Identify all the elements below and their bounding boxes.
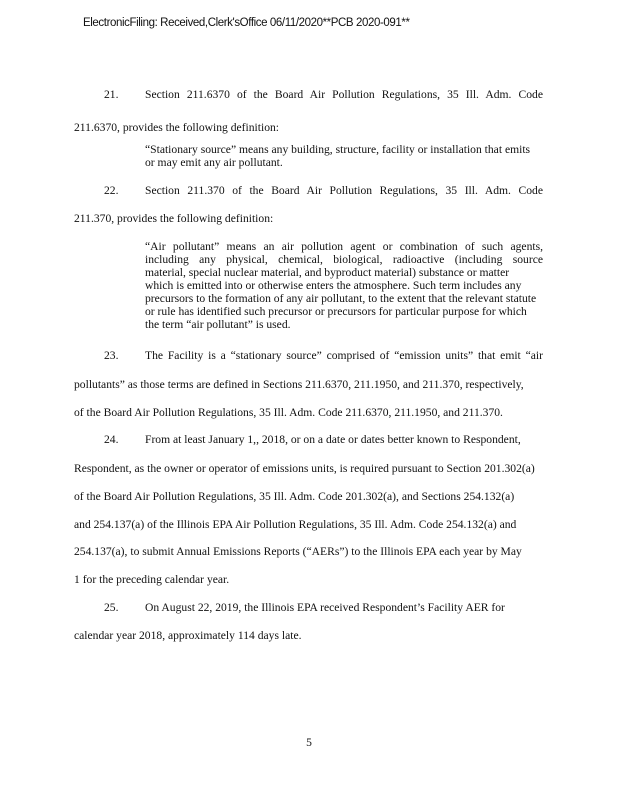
paragraph-24-line-4: and 254.137(a) of the Illinois EPA Air Pollution Regulations, 35 Ill. Adm. Code 254.132(a) and xyxy=(74,518,517,531)
paragraph-23-line-2: pollutants” as those terms are defined in Sections 211.6370, 211.1950, and 211.370, respectively, xyxy=(74,378,524,391)
paragraph-number-23: 23. xyxy=(104,349,119,362)
quote-stationary-source-line-1: “Stationary source” means any building, structure, facility or installation that emits xyxy=(145,143,531,156)
quote-air-pollutant-line-3: material, special nuclear material, and byproduct material) substance or matter xyxy=(145,266,510,279)
paragraph-25-line-1: On August 22, 2019, the Illinois EPA received Respondent’s Facility AER for xyxy=(145,601,505,614)
paragraph-22-line-1: Section 211.370 of the Board Air Pollution Regulations, 35 Ill. Adm. Code xyxy=(145,184,543,197)
paragraph-24-line-5: 254.137(a), to submit Annual Emissions Reports (“AERs”) to the Illinois EPA each year by May xyxy=(74,545,522,558)
filing-stamp-header: ElectronicFiling: Received,Clerk'sOffice 06/11/2020**PCB 2020-091** xyxy=(83,17,410,29)
quote-air-pollutant-line-5: precursors to the formation of any air pollutant, to the extent that the relevant statute xyxy=(145,292,537,305)
quote-air-pollutant-line-7: the term “air pollutant” is used. xyxy=(145,318,291,331)
paragraph-21-line-1: Section 211.6370 of the Board Air Pollution Regulations, 35 Ill. Adm. Code xyxy=(145,88,543,101)
paragraph-25-line-2: calendar year 2018, approximately 114 days late. xyxy=(74,629,302,642)
paragraph-number-24: 24. xyxy=(104,433,119,446)
paragraph-23-line-3: of the Board Air Pollution Regulations, 35 Ill. Adm. Code 211.6370, 211.1950, and 211.370. xyxy=(74,406,503,419)
quote-stationary-source-line-2: or may emit any air pollutant. xyxy=(145,156,283,169)
paragraph-number-22: 22. xyxy=(104,184,119,197)
quote-air-pollutant-line-2: including any physical, chemical, biological, radioactive (including source xyxy=(145,253,543,266)
paragraph-22-line-2: 211.370, provides the following definition: xyxy=(74,212,274,225)
paragraph-24-line-3: of the Board Air Pollution Regulations, 35 Ill. Adm. Code 201.302(a), and Sections 254.132(a) xyxy=(74,490,515,503)
quote-air-pollutant-line-1: “Air pollutant” means an air pollution agent or combination of such agents, xyxy=(145,240,543,253)
paragraph-number-25: 25. xyxy=(104,601,119,614)
paragraph-21-line-2: 211.6370, provides the following definition: xyxy=(74,121,280,134)
paragraph-number-21: 21. xyxy=(104,88,119,101)
paragraph-24-line-6: 1 for the preceding calendar year. xyxy=(74,573,230,586)
paragraph-24-line-2: Respondent, as the owner or operator of emissions units, is required pursuant to Section 201.302(a) xyxy=(74,462,535,475)
page-number: 5 xyxy=(306,736,312,749)
paragraph-23-line-1: The Facility is a “stationary source” comprised of “emission units” that emit “air xyxy=(145,349,543,362)
paragraph-24-line-1: From at least January 1,, 2018, or on a date or dates better known to Respondent, xyxy=(145,433,521,446)
quote-air-pollutant-line-4: which is emitted into or otherwise enters the atmosphere. Such term includes any xyxy=(145,279,522,292)
quote-air-pollutant-line-6: or rule has identified such precursor or precursors for particular purpose for which xyxy=(145,305,527,318)
